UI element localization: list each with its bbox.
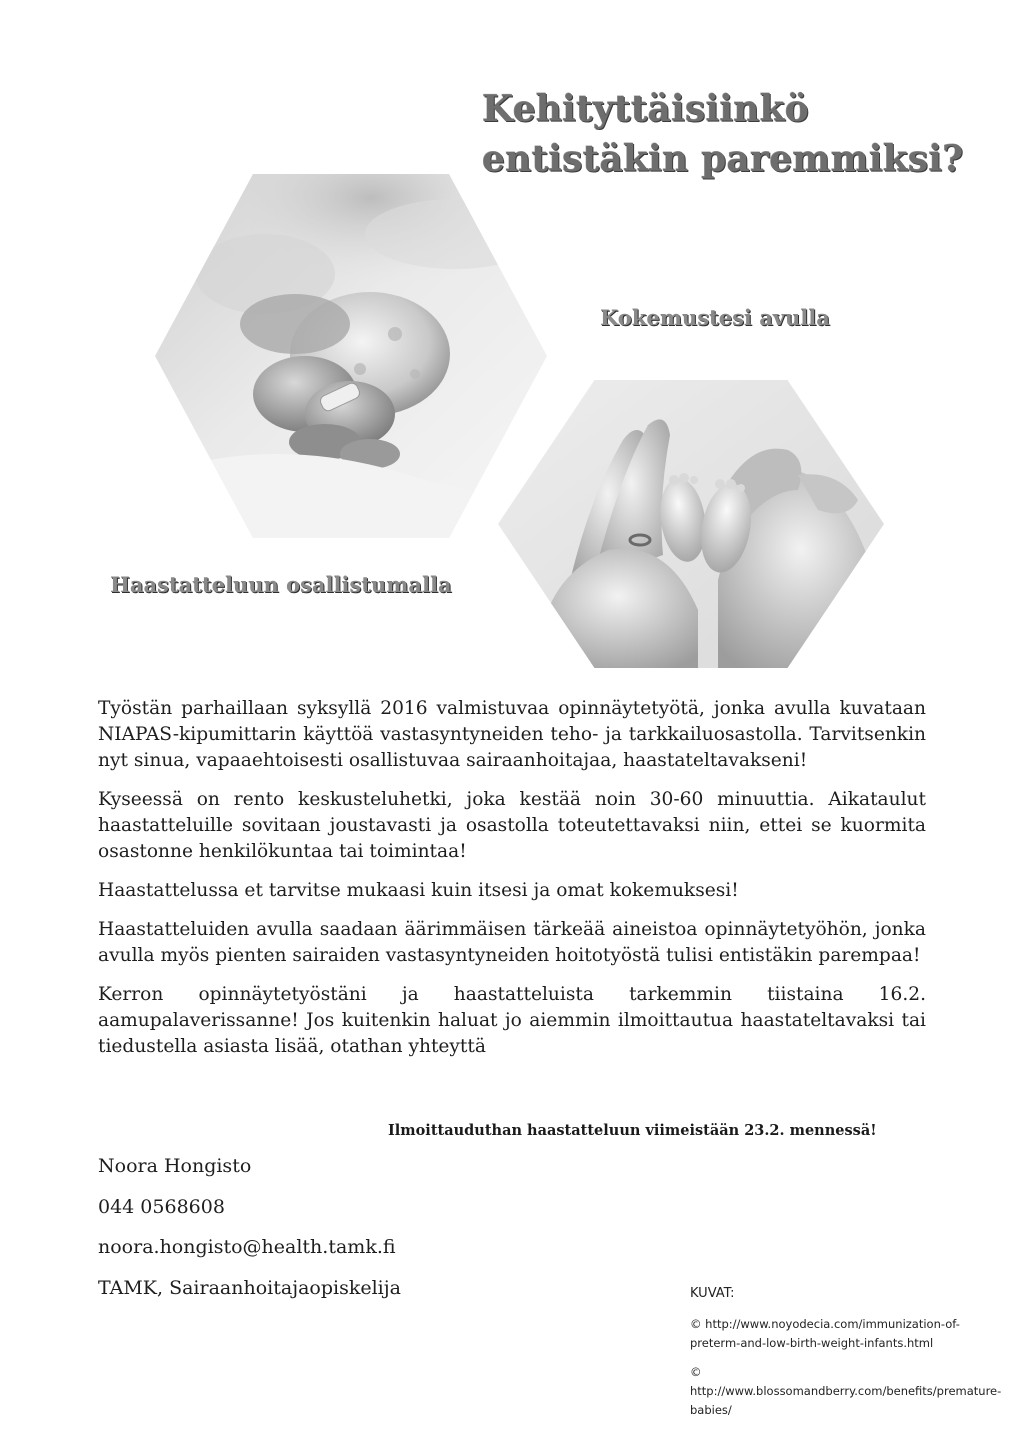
title-line-2: entistäkin paremmiksi?: [482, 138, 964, 180]
contact-name: Noora Hongisto: [98, 1155, 252, 1177]
contact-role: TAMK, Sairaanhoitajaopiskelija: [98, 1276, 401, 1299]
credit-source: © http://www.blossomandberry.com/benefits/premature-babies/: [690, 1365, 1002, 1417]
preterm-baby-photo-icon: [155, 174, 547, 538]
image-credits: [690, 1284, 1002, 1430]
contact-email: noora.hongisto@health.tamk.fi: [98, 1236, 396, 1258]
subheading-interview: Haastatteluun osallistumalla: [110, 572, 452, 597]
registration-deadline: Ilmoittauduthan haastatteluun viimeistään 23.2. mennessä!: [388, 1122, 877, 1139]
paragraph: Kyseessä on rento keskusteluhetki, joka kestää noin 30-60 minuuttia. Aikataulut haastatteluille sovitaan joustavasti ja osastolla toteutettavaksi niin, ettei se kuormita osastonne henkilökuntaa tai toimintaa!: [98, 789, 926, 862]
paragraph: Kerron opinnäytetyöstäni ja haastatteluista tarkemmin tiistaina 16.2. aamupalaverissanne! Jos kuitenkin haluat jo aiemmin ilmoittautua haastateltavaksi tai tiedustella asiasta lisää, otathan yhteyttä: [98, 984, 926, 1057]
contact-phone: 044 0568608: [98, 1195, 225, 1218]
body-text: [98, 696, 926, 1073]
title-line-1: Kehityttäisiinkö: [482, 88, 810, 130]
paragraph: Haastatteluiden avulla saadaan äärimmäisen tärkeää aineistoa opinnäytetyöhön, jonka avulla myös pienten sairaiden vastasyntyneiden hoitotyöstä tulisi entistäkin parempaa!: [98, 919, 926, 966]
contact-info: [98, 1152, 401, 1314]
subheading-experiences: Kokemustesi avulla: [600, 305, 830, 330]
paragraph: Työstän parhaillaan syksyllä 2016 valmistuvaa opinnäytetyötä, jonka avulla kuvataan NIAPAS-kipumittarin käyttöä vastasyntyneiden teho- ja tarkkailuosastolla. Tarvitsenkin nyt sinua, vapaaehtoisesti osallistuvaa sairaanhoitajaa, haastateltavakseni!: [98, 698, 926, 771]
hands-photo: [498, 380, 884, 668]
poster-title: [482, 84, 962, 184]
hands-holding-baby-feet-photo-icon: [498, 380, 884, 668]
credit-source: © http://www.noyodecia.com/immunization-of-preterm-and-low-birth-weight-infants.html: [690, 1317, 960, 1350]
paragraph: Haastattelussa et tarvitse mukaasi kuin itsesi ja omat kokemuksesi!: [98, 880, 739, 901]
baby-photo: [155, 174, 547, 538]
credits-title: KUVAT:: [690, 1286, 735, 1301]
